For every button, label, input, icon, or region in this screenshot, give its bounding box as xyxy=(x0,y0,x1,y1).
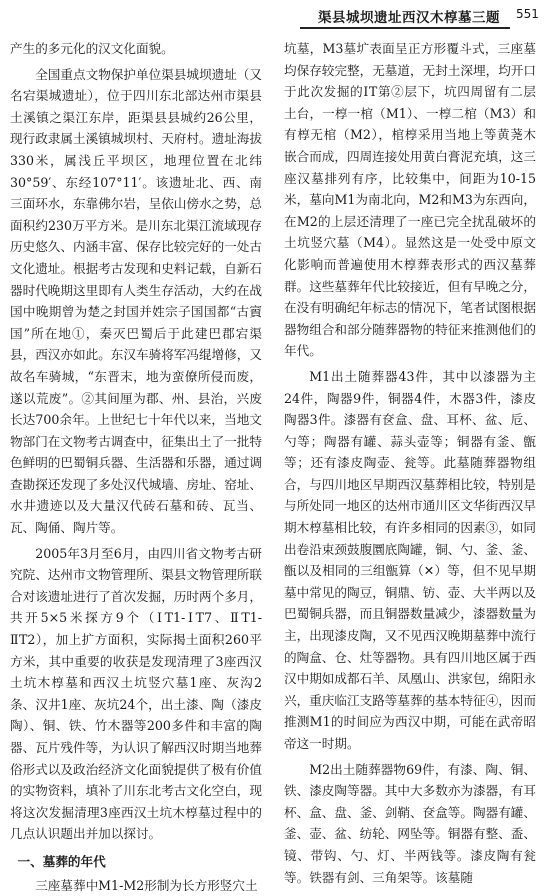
page-number: 551 xyxy=(516,7,539,21)
right-paragraph-1: 坑墓，M3墓圹表面呈正方形覆斗式，三座墓均保存较完整，无墓道，无封土深埋，均开口于此次发掘的ⅠT第②层下，坑四周留有二层土台，一椁一棺（M1）、一椁二棺（M3）和有椁无棺（M2），棺椁采用当地上等黄荛木嵌合而成，四周连接处用黄白膏泥充填，这三座汉墓排列有序，比较集中，间距为10-15米，墓向M1为南北向，M2和M3为东西向，在M2的上层还清理了一座已完全扰乱破坏的土坑竖穴墓（M4）。显然这是一处受中原文化影响而普遍使用木椁葬表形式的西汉墓葬群。这些墓葬年代比较接近，但有早晚之分，在没有明确纪年标志的情况下，笔者试图根据器物组合和部分随葬器物的特征来推测他们的年代。 xyxy=(284,41,536,359)
running-title: 渠县城坝遗址西汉木椁墓三题 xyxy=(318,10,500,26)
right-paragraph-2: M1出土随葬器43件，其中以漆器为主24件，陶器9件，铜器4件，木器3件，漆皮陶器3件。漆器有奁盒、盘、耳杯、盆、卮、勺等；陶器有罐、蒜头壶等；铜器有釜、甑等；还有漆皮陶壶、瓮等。此墓随葬器物组合，与四川地区早期西汉墓葬相比较，特别是与所处同一地区的达州市通川区文华街西汉早期木椁墓相比较，有许多相同的因素③，如同出卷沿束颈鼓腹圜底陶罐，铜、勺、釜、釜、甑以及相同的三组甑算（✕）等，但不见早期墓中常见的陶豆，铜鼎、钫、壶、大半两以及巴蜀铜兵器，而且铜器数量减少，漆器数量为主，出现漆皮陶，又不见西汉晚期墓葬中流行的陶盒、仓、灶等器物。具有四川地区属于西汉中期如成都石羊、凤凰山、洪家包，绵阳永兴，重庆临江支路等墓葬的基本特征④，因而推测M1的时间应为西汉中期，可能在武帝昭帝这一时期。 xyxy=(284,368,536,751)
left-column xyxy=(10,38,262,893)
header-rule xyxy=(300,27,510,29)
left-paragraph-1: 产生的多元化的汉文化面貌。 xyxy=(10,41,174,56)
page-header xyxy=(0,0,550,30)
left-paragraph-2: 全国重点文物保护单位渠县城坝遗址（又名宕渠城遗址），位于四川东北部达州市渠县土溪镇之渠江东岸，距渠县县城约26公里，现行政隶属土溪镇城坝村、天府村。遗址海拔330米，属浅丘平坝区，地理位置在北纬30°59′、东经107°11′。该遗址北、西、南三面环水，东靠佛尔岩，呈依山傍水之势，总面积约230万平方米。是川东北渠江流域现存历史悠久、内涵丰富、保存比较完好的一处古文化遗址。根据考古发现和史料记载，自新石器时代晚期这里即有人类生存活动，大约在战国中晚期曾为楚之封国并姓宗子国国都“古賨国”所在地①，秦灭巴蜀后于此建巴郡宕渠县，西汉亦如此。东汉车骑将军冯绲增修，又故名车骑城，“东晋末，地为蛮僚所侵而废，遂以荒废”。②其间厘为郡、州、县治，兴废长达700余年。上世纪七十年代以来，当地文物部门在文物考古调查中，征集出土了一批特色鲜明的巴蜀铜兵器、生活器和乐器，通过调查勘探还发现了多处汉代城墙、房址、窑址、水井遗迹以及大量汉代砖石墓和砖、瓦当、瓦、陶俑、陶片等。 xyxy=(10,66,262,536)
section-heading-1: 一、墓葬的年代 xyxy=(17,853,106,869)
right-column xyxy=(284,38,536,885)
right-paragraph-3: M2出土随葬器物69件，有漆、陶、铜、铁、漆皮陶等器。其中大多数亦为漆器，有耳杯、盒、盘、釜、剑鞘、奁盒等。陶器有罐、釜、壶、盆、纺轮、网坠等。铜器有整、盉、镜、带钩、勺、灯、半两钱等。漆皮陶有瓮等。铁器有剑、三角架等。该墓随 xyxy=(284,761,536,885)
left-paragraph-4: 三座墓葬中M1-M2形制为长方形竖穴土 xyxy=(35,877,258,893)
left-paragraph-3: 2005年3月至6月，由四川省文物考古研究院、达州市文物管理所、渠县文物管理所联合对该遗址进行了首次发掘，历时两个多月，共开5×5米探方9个（ⅠT1-ⅠT7、ⅡT1-ⅡT2），加上扩方面积，实际揭土面积260平方米，其中重要的收获是发现清理了3座西汉土坑木椁墓和西汉土坑竖穴墓1座、灰沟2条、汉井1座、灰坑24个，出土漆、陶（漆皮陶）、铜、铁、竹木器等200多件和丰富的陶器、瓦片残件等，为认识了解西汉时期当地葬俗形式以及政治经济文化面貌提供了极有价值的实物资料，填补了川东北考古文化空白，现将这次发掘清理3座西汉土坑木椁墓过程中的几点认识题出并加以探讨。 xyxy=(10,545,262,842)
